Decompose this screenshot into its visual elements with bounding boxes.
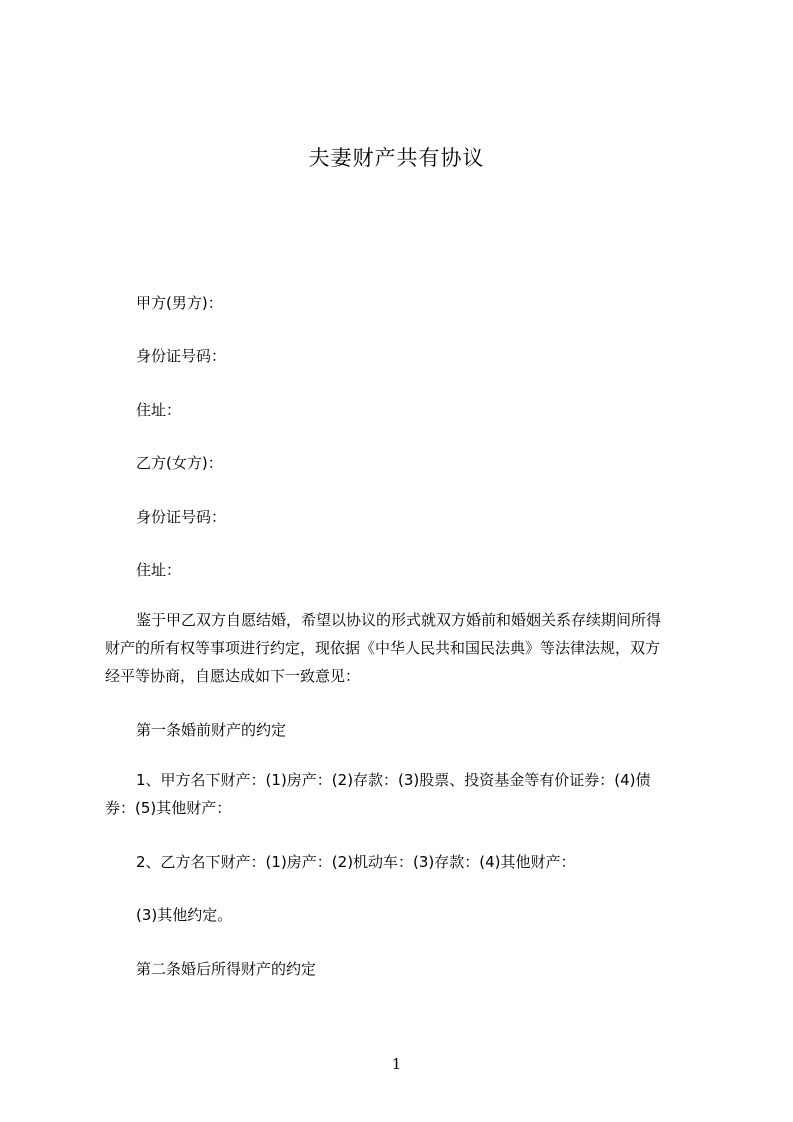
article-2-heading: 第二条婚后所得财产的约定 — [136, 960, 317, 978]
preamble-line: 经平等协商，自愿达成如下一致意见： — [105, 667, 361, 685]
article-1-other: (3)其他约定。 — [136, 906, 233, 924]
party-b-id-label: 身份证号码： — [136, 508, 227, 526]
party-a-id-label: 身份证号码： — [136, 347, 227, 365]
article-1-item-1-line: 1、甲方名下财产：(1)房产：(2)存款：(3)股票、投资基金等有价证券：(4)债 — [136, 771, 651, 789]
article-1-item-1 — [105, 766, 701, 822]
party-a-address-label: 住址： — [136, 401, 182, 419]
preamble-line: 财产的所有权等事项进行约定，现依据《中华人民共和国民法典》等法律法规，双方 — [105, 639, 661, 657]
document-title: 夫妻财产共有协议 — [308, 146, 485, 170]
party-b-address-label: 住址： — [136, 561, 182, 579]
party-b-label: 乙方(女方)： — [136, 454, 223, 472]
article-1-item-2: 2、乙方名下财产：(1)房产：(2)机动车：(3)存款：(4)其他财产： — [136, 853, 576, 871]
party-a-label: 甲方(男方)： — [136, 294, 223, 312]
page-number: 1 — [391, 1055, 402, 1073]
preamble-line: 鉴于甲乙双方自愿结婚，希望以协议的形式就双方婚前和婚姻关系存续期间所得 — [136, 611, 662, 629]
article-1-heading: 第一条婚前财产的约定 — [136, 721, 287, 739]
preamble-paragraph — [105, 606, 701, 690]
article-1-item-1-line: 券：(5)其他财产： — [105, 799, 232, 817]
